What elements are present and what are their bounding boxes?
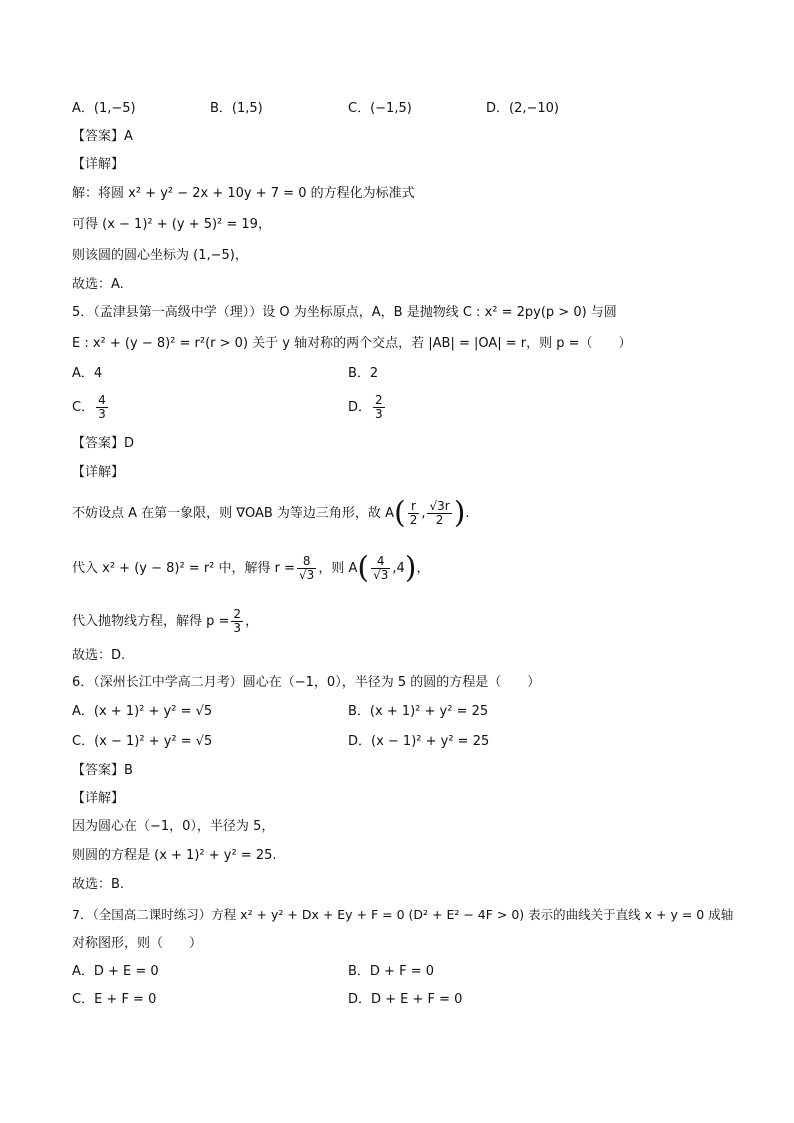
q5-line-1-fraction-1 — [408, 500, 420, 527]
q5-line-3-fraction — [231, 608, 243, 635]
q6-solution-line-1: 因为圆心在（−1，0），半径为 5， — [72, 819, 275, 834]
q5-option-c-label: C． — [72, 400, 95, 415]
q5-line-2-a-denominator: √3 — [373, 568, 389, 582]
q6-solution-line-3: 故选：B. — [72, 877, 125, 892]
q5-option-c-numerator: 4 — [98, 393, 106, 407]
q7-stem-line-2: 对称图形，则（ ） — [72, 936, 203, 951]
q5-stem-line-2: E : x² + (y − 8)² = r²(r > 0) 关于 y 轴对称的两个交点，若 |AB| = |OA| = r，则 p =（ ） — [72, 336, 632, 351]
q5-line-2-text: 代入 x² + (y − 8)² = r² 中，解得 r = — [72, 561, 296, 576]
q5-line-1-text: 不妨设点 A 在第一象限，则 ∇OAB 为等边三角形，故 A — [72, 506, 394, 521]
q5-option-c[interactable] — [72, 394, 110, 421]
q5-line-1-denominator-2: 2 — [435, 513, 444, 527]
q5-solution-line-2: 代入 x² + (y − 8)² = r² 中，解得 r = $\frac{8}{√3}$ ，则 A( $\frac{4}{√3}$ ,4)， — [72, 550, 430, 586]
q5-line-3-denominator: 3 — [233, 621, 242, 635]
q5-line-1-numerator-2: √3r — [429, 499, 450, 513]
q4-answer: 【答案】A — [72, 129, 133, 144]
q5-solution-line-3: 代入抛物线方程，解得 p = $\frac{2}{3}$ ， — [72, 607, 259, 635]
q6-answer: 【答案】B — [72, 763, 133, 778]
q6-stem: 6．（深州长江中学高二月考）圆心在（−1，0），半径为 5 的圆的方程是（ ） — [72, 675, 541, 690]
q4-option-c[interactable]: C．(−1,5) — [348, 101, 412, 116]
q5-line-2-fraction-r — [297, 555, 316, 582]
left-paren: ( — [357, 550, 370, 586]
q5-line-2-a-numerator: 4 — [371, 555, 390, 569]
q4-solution-line-1: 解：将圆 x² + y² − 2x + 10y + 7 = 0 的方程化为标准式 — [72, 186, 415, 201]
q5-line-3-text: 代入抛物线方程，解得 p = — [72, 614, 230, 629]
q5-option-d-fraction — [373, 394, 385, 421]
q5-answer: 【答案】D — [72, 436, 135, 451]
q6-option-b[interactable]: B．(x + 1)² + y² = 25 — [348, 704, 489, 719]
q4-option-d[interactable]: D．(2,−10) — [486, 101, 559, 116]
q5-option-d-denominator: 3 — [375, 407, 383, 421]
q6-option-d[interactable]: D．(x − 1)² + y² = 25 — [348, 734, 490, 749]
q5-line-2-tail: ,4 — [392, 561, 405, 576]
q5-line-2-mid: ，则 A — [318, 561, 358, 576]
q6-detail-heading: 【详解】 — [72, 791, 125, 806]
q7-stem-line-1: 7．（全国高二课时练习）方程 x² + y² + Dx + Ey + F = 0 (D² + E² − 4F > 0) 表示的曲线关于直线 x + y = 0 成轴 — [72, 907, 734, 922]
q5-line-3-numerator: 2 — [233, 607, 242, 621]
right-paren: ) — [404, 550, 417, 586]
q5-option-d-label: D． — [348, 400, 372, 415]
q4-option-a[interactable]: A．(1,−5) — [72, 101, 136, 116]
q6-solution-line-2: 则圆的方程是 (x + 1)² + y² = 25. — [72, 848, 277, 863]
q4-solution-line-2: 可得 (x − 1)² + (y + 5)² = 19， — [72, 217, 271, 232]
q5-option-b[interactable]: B．2 — [348, 366, 379, 381]
q5-option-d-numerator: 2 — [375, 393, 383, 407]
q7-option-c[interactable]: C．E + F = 0 — [72, 992, 157, 1007]
q5-solution-line-4: 故选：D. — [72, 648, 126, 663]
q6-option-c[interactable]: C．(x − 1)² + y² = √5 — [72, 734, 213, 749]
q5-stem-line-1: 5．（孟津县第一高级中学（理））设 O 为坐标原点，A，B 是抛物线 C : x² = 2py(p > 0) 与圆 — [72, 305, 617, 320]
q7-option-d[interactable]: D．D + E + F = 0 — [348, 992, 463, 1007]
q4-solution-line-3: 则该圆的圆心坐标为 (1,−5)， — [72, 248, 248, 263]
q4-detail-heading: 【详解】 — [72, 157, 125, 172]
q5-option-d[interactable] — [348, 394, 387, 421]
q5-line-2-denominator: √3 — [299, 568, 315, 582]
q7-option-b[interactable]: B．D + F = 0 — [348, 964, 434, 979]
left-paren: ( — [393, 495, 406, 531]
q5-line-1-numerator-1: r — [408, 500, 420, 514]
q5-option-a[interactable]: A．4 — [72, 366, 103, 381]
q4-option-b[interactable]: B．(1,5) — [210, 101, 263, 116]
q5-option-c-denominator: 3 — [98, 407, 106, 421]
q5-option-c-fraction — [96, 394, 108, 421]
q6-option-a[interactable]: A．(x + 1)² + y² = √5 — [72, 704, 213, 719]
q4-solution-line-4: 故选：A. — [72, 277, 124, 292]
q5-solution-line-1: 不妨设点 A 在第一象限，则 ∇OAB 为等边三角形，故 A( $\frac{r}{2}$ , $\frac{√3r}{2}$ ). — [72, 495, 470, 531]
q5-line-2-fraction-a — [371, 555, 390, 582]
q5-line-1-fraction-2 — [427, 500, 451, 527]
q5-line-2-numerator: 8 — [297, 555, 316, 569]
q5-line-1-denominator-1: 2 — [409, 513, 418, 527]
right-paren: ) — [453, 495, 466, 531]
q7-option-a[interactable]: A．D + E = 0 — [72, 964, 159, 979]
q5-detail-heading: 【详解】 — [72, 465, 125, 480]
